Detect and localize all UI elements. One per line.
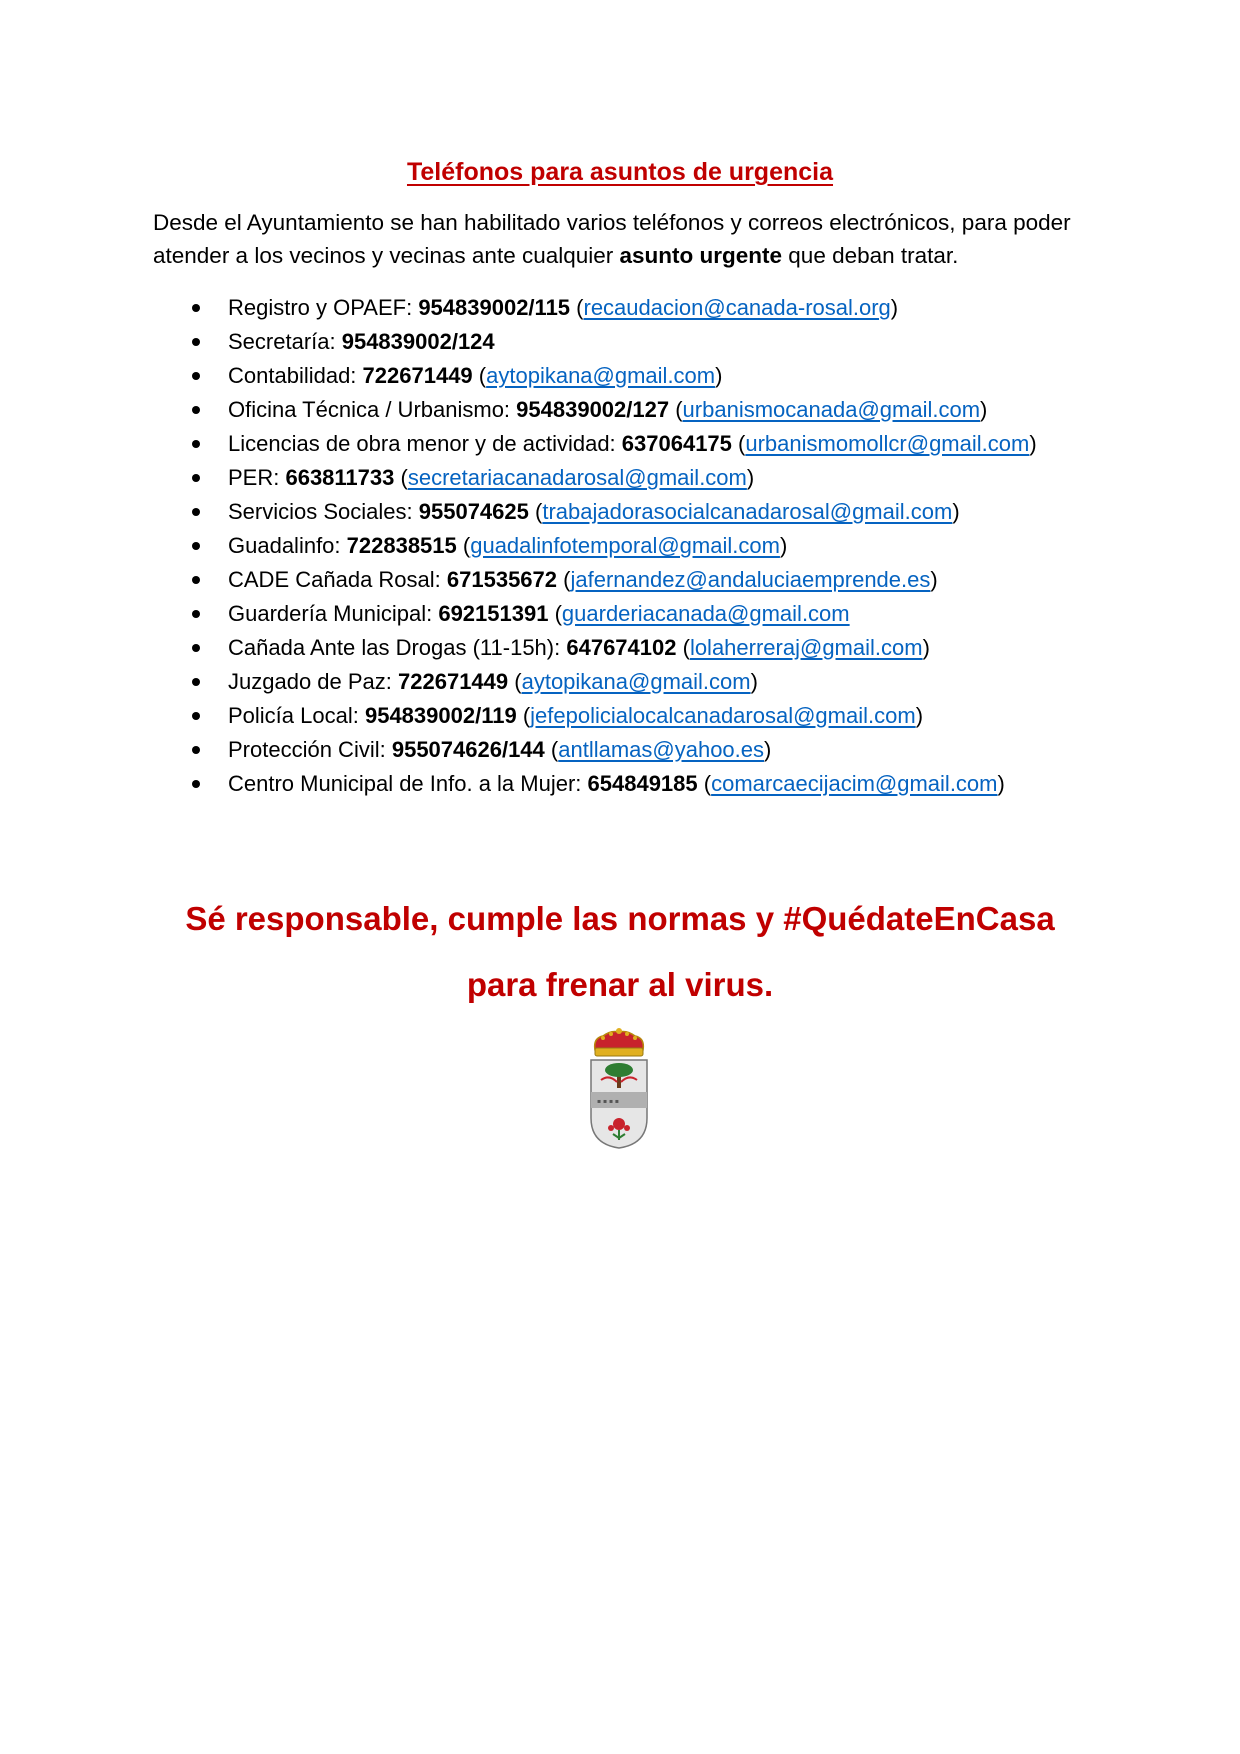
paren-open: ( (731, 431, 746, 456)
paren-close: ) (764, 737, 772, 762)
bullet-icon (192, 678, 200, 686)
contact-label: Contabilidad: (228, 363, 363, 388)
contact-phone: 647674102 (566, 635, 677, 660)
contact-phone: 637064175 (621, 431, 732, 456)
contact-list (190, 291, 1150, 801)
page-title: Teléfonos para asuntos de urgencia (406, 158, 834, 186)
contact-label: Secretaría: (228, 329, 342, 354)
paren-open: ( (676, 635, 690, 660)
contact-item (190, 699, 1150, 733)
paren-open: ( (394, 465, 408, 490)
contact-email-link[interactable]: trabajadorasocialcanadarosal@gmail.com (542, 499, 953, 524)
contact-phone: 722671449 (362, 363, 473, 388)
contact-label: Policía Local: (228, 703, 365, 728)
contact-phone: 722838515 (346, 533, 457, 558)
contact-label: PER: (228, 465, 286, 490)
bullet-icon (192, 542, 200, 550)
contact-phone: 654849185 (587, 771, 698, 796)
contact-email-link[interactable]: recaudacion@canada-rosal.org (583, 295, 891, 320)
contact-item (190, 359, 1150, 393)
contact-email-link[interactable]: lolaherreraj@gmail.com (689, 635, 923, 660)
contact-label: Juzgado de Paz: (228, 669, 399, 694)
contact-email-link[interactable]: guarderiacanada@gmail.com (561, 601, 850, 626)
contact-label: Servicios Sociales: (228, 499, 419, 524)
bullet-icon (192, 746, 200, 754)
contact-phone: 955074625 (418, 499, 529, 524)
contact-phone: 954839002/124 (341, 329, 495, 354)
bullet-icon (192, 304, 200, 312)
bullet-icon (192, 474, 200, 482)
municipal-coat-of-arms-icon (587, 1028, 651, 1150)
paren-close: ) (746, 465, 755, 490)
intro-emphasis: asunto urgente (619, 243, 783, 268)
bullet-icon (192, 406, 200, 414)
paren-close: ) (980, 397, 988, 422)
paren-close: ) (930, 567, 938, 592)
contact-item (190, 495, 1150, 529)
contact-label: Guardería Municipal: (228, 601, 439, 626)
paren-open: ( (697, 771, 712, 796)
intro-text-end: que deban tratar. (782, 243, 959, 268)
bullet-icon (192, 610, 200, 618)
contact-email-link[interactable]: urbanismocanada@gmail.com (682, 397, 981, 422)
paren-close: ) (922, 635, 930, 660)
contact-item (190, 325, 1150, 359)
contact-item (190, 393, 1150, 427)
paren-open: ( (669, 397, 683, 422)
paren-close: ) (915, 703, 924, 728)
bullet-icon (192, 338, 200, 346)
contact-label: Registro y OPAEF: (228, 295, 419, 320)
contact-phone: 955074626/144 (391, 737, 545, 762)
paren-close: ) (715, 363, 723, 388)
contact-item (190, 427, 1150, 461)
contact-email-link[interactable]: guadalinfotemporal@gmail.com (470, 533, 780, 558)
contact-label: CADE Cañada Rosal: (228, 567, 447, 592)
bullet-icon (192, 508, 200, 516)
contact-label: Protección Civil: (228, 737, 392, 762)
slogan-line-2: para frenar al virus. (466, 966, 774, 1003)
paren-open: ( (516, 703, 531, 728)
contact-item (190, 291, 1150, 325)
contact-phone: 954839002/127 (516, 397, 670, 422)
contact-phone: 692151391 (438, 601, 549, 626)
contact-email-link[interactable]: jafernandez@andaluciaemprende.es (570, 567, 931, 592)
contact-phone: 671535672 (446, 567, 558, 592)
contact-email-link[interactable]: aytopikana@gmail.com (486, 363, 716, 388)
paren-close: ) (952, 499, 960, 524)
paren-open: ( (528, 499, 543, 524)
svg-text:▪ ▪ ▪ ▪: ▪ ▪ ▪ ▪ (597, 1098, 619, 1105)
paren-open: ( (508, 669, 522, 694)
bullet-icon (192, 372, 200, 380)
paren-close: ) (997, 771, 1005, 796)
contact-label: Centro Municipal de Info. a la Mujer: (228, 771, 588, 796)
contact-item (190, 597, 1150, 631)
paren-open: ( (548, 601, 562, 626)
contact-item (190, 733, 1150, 767)
contact-phone: 722671449 (398, 669, 509, 694)
bullet-icon (192, 712, 200, 720)
contact-item (190, 665, 1150, 699)
contact-phone: 954839002/119 (364, 703, 517, 728)
paren-close: ) (890, 295, 899, 320)
paren-open: ( (456, 533, 471, 558)
contact-label: Oficina Técnica / Urbanismo: (228, 397, 517, 422)
contact-phone: 954839002/115 (418, 295, 571, 320)
paren-open: ( (570, 295, 584, 320)
contact-email-link[interactable]: secretariacanadarosal@gmail.com (407, 465, 747, 490)
contact-email-link[interactable]: urbanismomollcr@gmail.com (745, 431, 1030, 456)
slogan-line-1: Sé responsable, cumple las normas y #QuédateEnCasa (185, 900, 1055, 937)
paren-close: ) (750, 669, 758, 694)
contact-item (190, 529, 1150, 563)
bullet-icon (192, 440, 200, 448)
contact-label: Guadalinfo: (228, 533, 347, 558)
contact-item (190, 631, 1150, 665)
bullet-icon (192, 780, 200, 788)
contact-phone: 663811733 (285, 465, 395, 490)
contact-email-link[interactable]: aytopikana@gmail.com (521, 669, 751, 694)
paren-open: ( (544, 737, 559, 762)
contact-email-link[interactable]: comarcaecijacim@gmail.com (711, 771, 998, 796)
bullet-icon (192, 644, 200, 652)
contact-email-link[interactable]: jefepolicialocalcanadarosal@gmail.com (530, 703, 916, 728)
paren-open: ( (472, 363, 487, 388)
contact-item (190, 563, 1150, 597)
intro-text: Desde el Ayuntamiento se han habilitado varios teléfonos y correos electrónicos, para poder atender a los vecinos y vecinas ante cualquier (153, 210, 1071, 268)
intro-paragraph (153, 206, 1103, 272)
paren-close: ) (1029, 431, 1037, 456)
contact-label: Cañada Ante las Drogas (11-15h): (228, 635, 567, 660)
contact-label: Licencias de obra menor y de actividad: (228, 431, 622, 456)
paren-open: ( (557, 567, 571, 592)
paren-close: ) (779, 533, 788, 558)
contact-item (190, 767, 1150, 801)
contact-item (190, 461, 1150, 495)
contact-email-link[interactable]: antllamas@yahoo.es (558, 737, 765, 762)
bullet-icon (192, 576, 200, 584)
